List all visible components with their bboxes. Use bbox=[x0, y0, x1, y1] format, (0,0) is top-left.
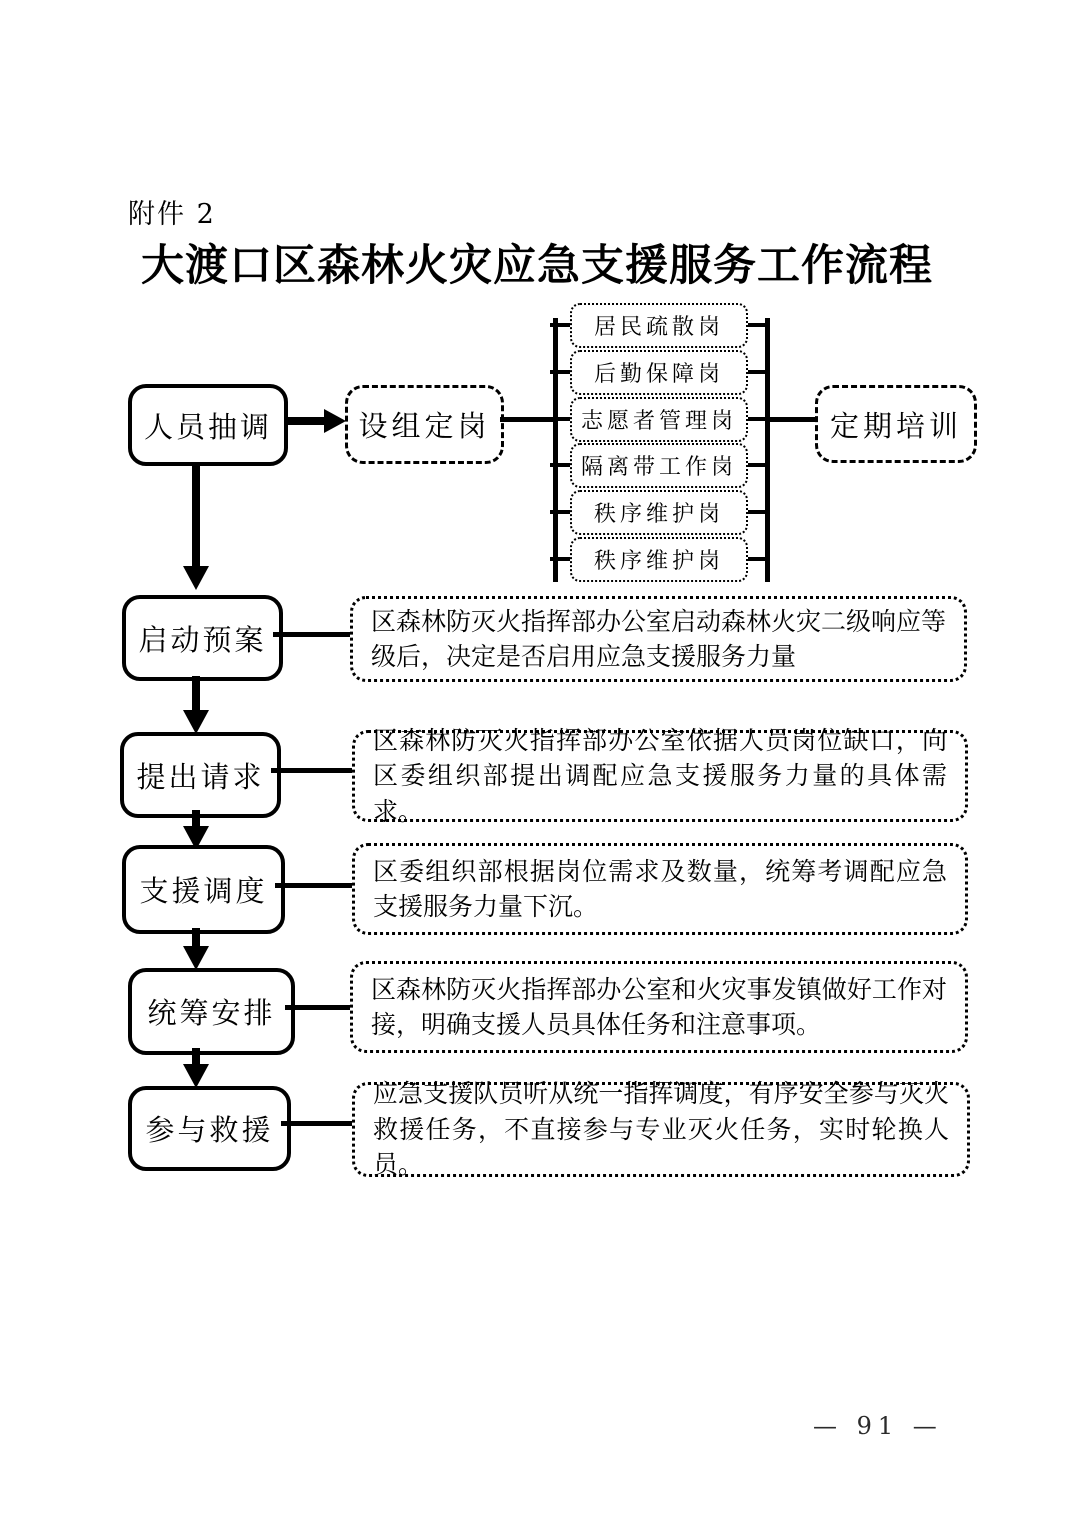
arrow-down-icon bbox=[183, 1064, 209, 1088]
flow-box-overall-arrangement: 统筹安排 bbox=[128, 968, 295, 1055]
connector-line bbox=[768, 417, 815, 422]
flow-box-start-plan: 启动预案 bbox=[122, 595, 283, 681]
position-box-resident-evacuation: 居民疏散岗 bbox=[570, 303, 748, 348]
arrow-right-shaft bbox=[288, 417, 326, 425]
attachment-label: 附件 2 bbox=[128, 199, 216, 230]
position-box-volunteer-management: 志愿者管理岗 bbox=[570, 397, 748, 442]
right-rail-line bbox=[765, 318, 770, 582]
arrow-down-shaft bbox=[192, 466, 200, 568]
flow-box-set-posts: 设组定岗 bbox=[345, 385, 504, 464]
connector-tick bbox=[747, 510, 770, 514]
connector-tick bbox=[550, 557, 571, 561]
arrow-down-icon bbox=[183, 710, 209, 734]
arrow-right-icon bbox=[324, 409, 346, 433]
arrow-down-icon bbox=[183, 566, 209, 590]
connector-tick bbox=[550, 463, 571, 467]
flow-box-make-request: 提出请求 bbox=[120, 732, 281, 818]
position-box-order-maintenance-2: 秩序维护岗 bbox=[570, 537, 748, 582]
flow-box-join-rescue: 参与救援 bbox=[128, 1086, 291, 1171]
position-box-firebreak-work: 隔离带工作岗 bbox=[570, 443, 748, 488]
connector-tick bbox=[747, 323, 770, 327]
desc-box-join-rescue: 应急支援队员听从统一指挥调度，有序安全参与灭火救援任务，不直接参与专业灭火任务，实时轮换人员。 bbox=[352, 1082, 970, 1177]
connector-tick bbox=[550, 323, 571, 327]
connector-line bbox=[275, 883, 352, 888]
connector-tick bbox=[550, 417, 571, 421]
arrow-down-icon bbox=[183, 946, 209, 970]
connector-tick bbox=[747, 370, 770, 374]
flow-box-support-dispatch: 支援调度 bbox=[122, 845, 285, 934]
connector-tick bbox=[550, 510, 571, 514]
position-box-logistics-support: 后勤保障岗 bbox=[570, 350, 748, 395]
page-title: 大渡口区森林火灾应急支援服务工作流程 bbox=[141, 241, 933, 291]
desc-box-support-dispatch: 区委组织部根据岗位需求及数量，统筹考调配应急支援服务力量下沉。 bbox=[352, 843, 968, 935]
flow-box-regular-training: 定期培训 bbox=[815, 385, 977, 463]
connector-tick bbox=[747, 557, 770, 561]
connector-tick bbox=[550, 370, 571, 374]
page-number: — 91 — bbox=[813, 1412, 943, 1440]
connector-line bbox=[281, 1121, 352, 1126]
desc-box-start-plan: 区森林防灭火指挥部办公室启动森林火灾二级响应等级后，决定是否启用应急支援服务力量 bbox=[350, 596, 967, 682]
left-rail-line bbox=[553, 318, 558, 582]
desc-box-make-request: 区森林防灭火指挥部办公室依据人员岗位缺口，向区委组织部提出调配应急支援服务力量的具体需求。 bbox=[352, 730, 968, 822]
connector-tick bbox=[747, 417, 770, 421]
position-box-order-maintenance-1: 秩序维护岗 bbox=[570, 490, 748, 535]
connector-tick bbox=[747, 463, 770, 467]
connector-line bbox=[271, 768, 352, 773]
flow-box-personnel-transfer: 人员抽调 bbox=[128, 384, 288, 466]
desc-box-overall-arrangement: 区森林防灭火指挥部办公室和火灾事发镇做好工作对接，明确支援人员具体任务和注意事项。 bbox=[350, 961, 968, 1053]
connector-line bbox=[273, 632, 350, 637]
connector-line bbox=[285, 1005, 350, 1010]
connector-line bbox=[500, 417, 556, 422]
arrow-down-shaft bbox=[192, 676, 200, 714]
